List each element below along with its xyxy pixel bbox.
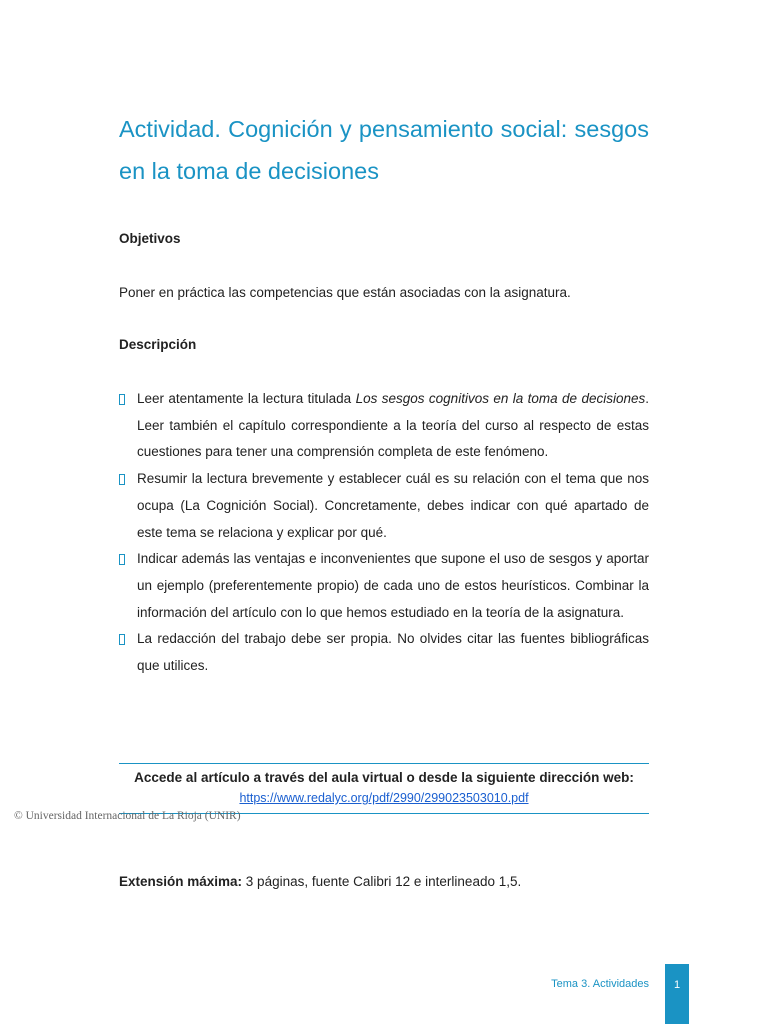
access-text: Accede al artículo a través del aula virtual o desde la siguiente dirección web:: [134, 770, 634, 785]
bullet-icon: [119, 386, 125, 413]
description-item-1: [119, 386, 649, 466]
footer-label: Tema 3. Actividades: [551, 978, 649, 990]
bullet-icon: [119, 466, 125, 493]
copyright-notice: © Universidad Internacional de La Rioja (UNIR): [14, 810, 241, 822]
description-heading: Descripción: [119, 337, 197, 352]
description-item-4: [119, 626, 649, 679]
objectives-heading: Objetivos: [119, 231, 181, 246]
item-text: Resumir la lectura brevemente y establecer cuál es su relación con el tema que nos ocupa (La Cognición Social). Concretamente, debes indicar con qué apartado de este tema se relaciona y explicar por qué.: [137, 471, 649, 540]
bullet-icon: [119, 626, 125, 653]
article-link[interactable]: https://www.redalyc.org/pdf/2990/299023503010.pdf: [239, 791, 529, 805]
article-title: Los sesgos cognitivos en la toma de decisiones: [355, 391, 646, 406]
extension-value: 3 páginas, fuente Calibri 12 e interlineado 1,5.: [242, 874, 522, 889]
bullet-icon: [119, 546, 125, 573]
description-item-3: [119, 546, 649, 626]
item-text: La redacción del trabajo debe ser propia. No olvides citar las fuentes bibliográficas que utilices.: [137, 631, 649, 674]
page-number: 1: [665, 964, 689, 1024]
item-text: Leer atentamente la lectura titulada: [137, 391, 356, 406]
page-title: Actividad. Cognición y pensamiento social: sesgos en la toma de decisiones: [119, 116, 649, 184]
extension-label: Extensión máxima:: [119, 874, 243, 889]
access-box: [119, 763, 649, 814]
description-item-2: [119, 466, 649, 546]
item-text: . Leer también el capítulo correspondiente a la teoría del curso al respecto de estas cuestiones para tener una comprensión completa de este fenómeno.: [137, 391, 650, 460]
objectives-text: Poner en práctica las competencias que están asociadas con la asignatura.: [119, 285, 571, 300]
item-text: Indicar además las ventajas e inconvenientes que supone el uso de sesgos y aportar un ejemplo (preferentemente propio) de cada uno de estos heurísticos. Combinar la información del artículo con lo que hemos estudiado en la teoría de la asignatura.: [137, 551, 649, 620]
extension-line: [119, 874, 521, 889]
description-list: [119, 386, 649, 680]
